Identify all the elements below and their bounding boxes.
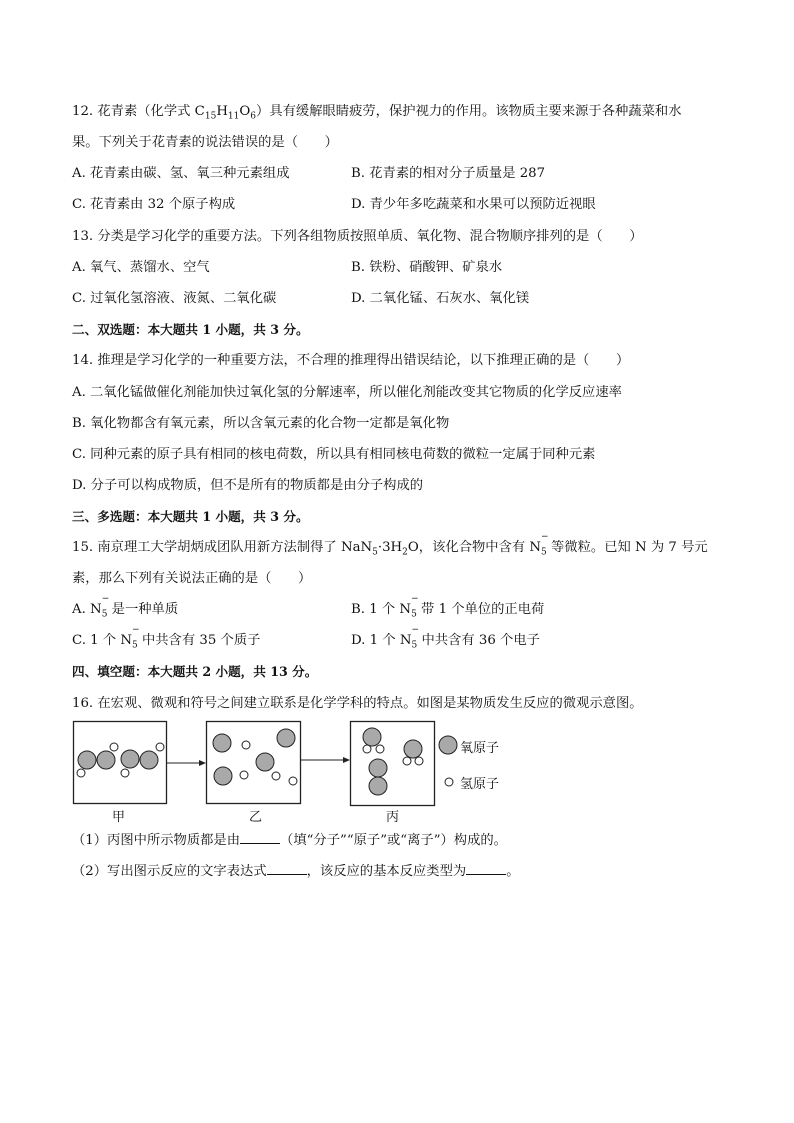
q15-ion-sub: 5 xyxy=(132,640,138,651)
hydrogen-atom xyxy=(121,769,129,777)
q15-option-b-pre: B. 1 个 N xyxy=(351,602,412,617)
label-jia: 甲 xyxy=(112,810,126,825)
q12-option-b: B. 花青素的相对分子质量是 287 xyxy=(351,166,546,181)
q15-ion: $_5$ − xyxy=(411,625,420,651)
q15-option-b-post: 带 1 个单位的正电荷 xyxy=(416,602,545,617)
section-heading-double-choice: 二、双选题：本大题共 1 小题，共 3 分。 xyxy=(72,322,309,337)
q15-option-a-pre: A. N xyxy=(72,602,102,617)
oxygen-atom xyxy=(213,734,231,752)
q15-ion: $_5$ − xyxy=(101,594,110,620)
hydrogen-atom xyxy=(289,777,297,785)
q15-subscript: 5 xyxy=(372,547,378,558)
oxygen-atom xyxy=(97,751,115,769)
q12-subscript: 11 xyxy=(227,111,240,122)
hydrogen-atom xyxy=(77,769,85,777)
q15-stem-text: 等微粒。已知 N 为 7 号元 xyxy=(546,540,708,555)
hydrogen-atom xyxy=(403,757,411,765)
hydrogen-atom xyxy=(242,741,250,749)
q13-option-c: C. 过氧化氢溶液、液氮、二氧化碳 xyxy=(72,291,277,306)
q13-stem: 13. 分类是学习化学的重要方法。下列各组物质按照单质、氧化物、混合物顺序排列的是（ ） xyxy=(72,229,643,244)
hydrogen-atom xyxy=(376,745,384,753)
legend-oxygen-symbol xyxy=(439,736,457,754)
oxygen-atom xyxy=(369,777,387,795)
hydrogen-atom xyxy=(415,757,423,765)
q13-option-a: A. 氧气、蒸馏水、空气 xyxy=(72,260,210,275)
q15-ion-sub: 5 xyxy=(411,609,417,620)
q15-ion: $_5$ − xyxy=(411,594,419,620)
q14-stem: 14. 推理是学习化学的一种重要方法，不合理的推理得出错误结论，以下推理正确的是（ ） xyxy=(72,353,630,368)
q15-stem-line2: 素，那么下列有关说法正确的是（ ） xyxy=(72,571,312,586)
q15-option-d-post: 中共含有 36 个电子 xyxy=(417,633,540,648)
oxygen-atom xyxy=(369,759,387,777)
q12-formula-h: H xyxy=(216,104,228,119)
q15-ion-sub: 5 xyxy=(541,547,547,558)
q12-formula-o: O xyxy=(239,104,251,119)
hydrogen-atom xyxy=(156,743,164,751)
q16-stem: 16. 在宏观、微观和符号之间建立联系是化学学科的特点。如图是某物质发生反应的微观示意图。 xyxy=(72,696,643,711)
q16-sub1-pre: （1）丙图中所示物质都是由 xyxy=(72,833,241,848)
q15-stem-text: ·3H xyxy=(377,540,403,555)
legend-hydrogen-label: 氢原子 xyxy=(460,777,500,792)
hydrogen-atom xyxy=(272,772,280,780)
q15-ion: $_5$ − xyxy=(132,625,140,651)
q16-subquestion-2 xyxy=(72,862,519,881)
section-heading-multi-choice: 三、多选题：本大题共 1 小题，共 3 分。 xyxy=(72,509,309,524)
q16-sub1-post: （填“分子”“原子”或“离子”）构成的。 xyxy=(280,833,507,848)
q15-option-c-pre: C. 1 个 N xyxy=(72,633,132,648)
q15-option-c-post: 中共含有 35 个质子 xyxy=(137,633,261,648)
q14-option-d: D. 分子可以构成物质，但不是所有的物质都是由分子构成的 xyxy=(72,478,424,493)
q16-subquestion-1 xyxy=(72,831,507,850)
reaction-arrow-head xyxy=(199,760,206,766)
q12-option-a: A. 花青素由碳、氢、氧三种元素组成 xyxy=(72,166,290,181)
q15-ion: $_5$ − xyxy=(541,532,549,558)
q14-option-a: A. 二氧化锰做催化剂能加快过氧化氢的分解速率，所以催化剂能改变其它物质的化学反应速率 xyxy=(72,385,622,400)
q14-option-b: B. 氧化物都含有氧元素，所以含氧元素的化合物一定都是氧化物 xyxy=(72,416,450,431)
q13-option-d: D. 二氧化锰、石灰水、氧化镁 xyxy=(351,291,530,306)
hydrogen-atom xyxy=(363,745,371,753)
answer-blank[interactable] xyxy=(466,862,506,875)
oxygen-atom xyxy=(363,728,381,746)
oxygen-atom xyxy=(277,729,295,747)
q15-ion-sub: 5 xyxy=(101,609,108,620)
label-yi: 乙 xyxy=(249,810,263,825)
q12-option-c: C. 花青素由 32 个原子构成 xyxy=(72,197,236,212)
q16-sub2-pre: （2）写出图示反应的文字表达式 xyxy=(72,864,267,879)
q12-subscript: 6 xyxy=(250,111,257,122)
q15-ion-sub: 5 xyxy=(411,640,418,651)
q12-subscript: 15 xyxy=(204,111,217,122)
q13-option-b: B. 铁粉、硝酸钾、矿泉水 xyxy=(351,260,503,275)
hydrogen-atom xyxy=(240,771,248,779)
q16-sub2-mid: ，该反应的基本反应类型为 xyxy=(306,864,467,879)
q15-stem-text: 15. 南京理工大学胡炳成团队用新方法制得了 NaN xyxy=(72,540,373,555)
reaction-arrow-head xyxy=(343,757,350,763)
oxygen-atom xyxy=(404,740,422,758)
oxygen-atom xyxy=(256,753,274,771)
section-heading-fill-in: 四、填空题：本大题共 2 小题，共 13 分。 xyxy=(72,664,318,679)
q12-stem-text: ）具有缓解眼睛疲劳，保护视力的作用。该物质主要来源于各种蔬菜和水 xyxy=(256,104,682,119)
q15-subscript: 2 xyxy=(402,547,408,558)
label-bing: 丙 xyxy=(386,810,400,825)
oxygen-atom xyxy=(121,750,139,768)
q14-option-c: C. 同种元素的原子具有相同的核电荷数，所以具有相同核电荷数的微粒一定属于同种元素 xyxy=(72,447,596,462)
oxygen-atom xyxy=(140,751,158,769)
legend-hydrogen-symbol xyxy=(445,778,453,786)
q15-option-d-pre: D. 1 个 N xyxy=(351,633,412,648)
q15-option-a-post: 是一种单质 xyxy=(107,602,179,617)
legend-oxygen-label: 氧原子 xyxy=(460,741,500,756)
answer-blank[interactable] xyxy=(267,862,307,875)
q12-option-d: D. 青少年多吃蔬菜和水果可以预防近视眼 xyxy=(351,197,596,212)
hydrogen-atom xyxy=(110,743,118,751)
q12-stem-text: 12. 花青素（化学式 C xyxy=(72,104,205,119)
oxygen-atom xyxy=(78,751,96,769)
answer-blank[interactable] xyxy=(240,831,280,844)
oxygen-atom xyxy=(214,767,232,785)
q16-sub2-post: 。 xyxy=(506,864,520,879)
q15-stem-text: O，该化合物中含有 N xyxy=(407,540,542,555)
q12-stem-line2: 果。下列关于花青素的说法错误的是（ ） xyxy=(72,135,338,150)
